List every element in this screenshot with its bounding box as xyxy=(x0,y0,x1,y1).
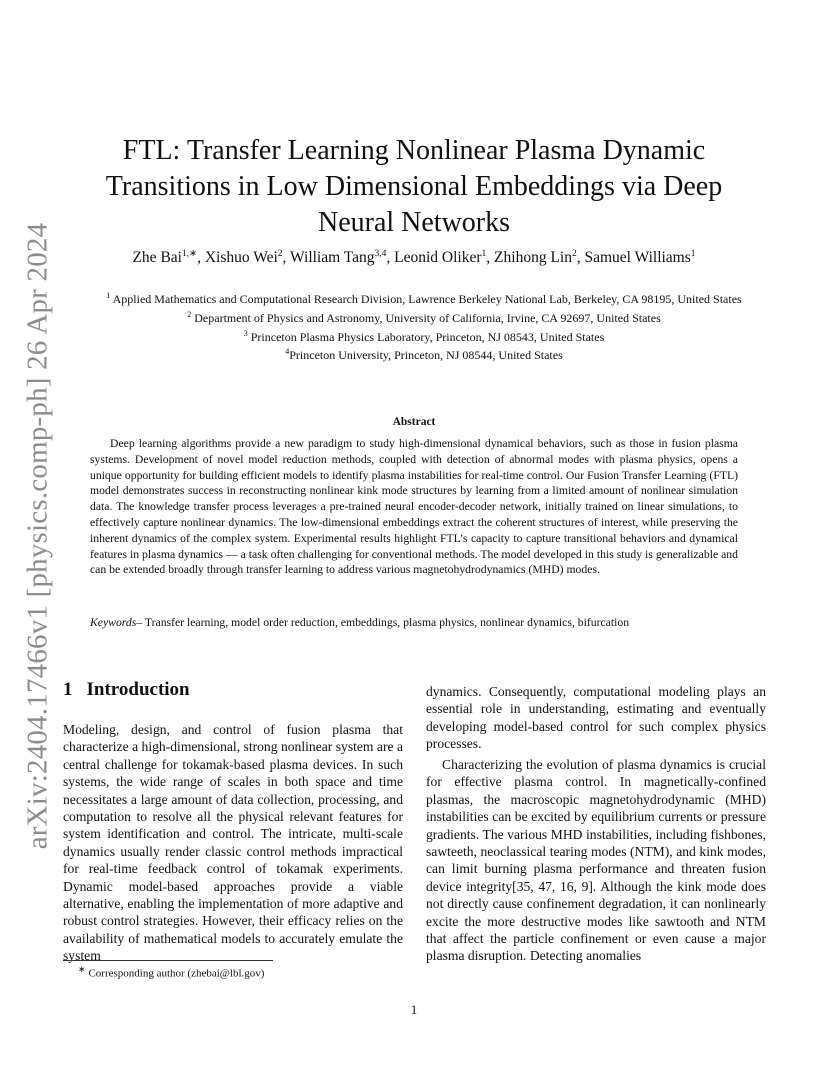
author-name: Zhihong Lin xyxy=(494,249,572,267)
page-number: 1 xyxy=(410,1002,418,1017)
author-separator: , xyxy=(282,249,290,267)
footnote-mark: ∗ xyxy=(78,964,86,974)
intro-paragraph-right: Characterizing the evolution of plasma dynamics is crucial for effective plasma control. In magnetically-confined plasmas, the macroscopic magnetohydrodynamic (MHD) instabilities can be excited by equilibrium currents or pressure gradients. The various MHD instabilities, including fishbones, sawteeth, neoclassical tearing modes (NTM), and kink modes, can limit burning plasma performance and threaten fusion device integrity[35, 47, 16, 9]. Although the kink mode does not directly cause confinement degradation, it can nonlinearly excite the more destructive modes like sawtooth and NTM that affect the particle confinement or even cause a major plasma disruption. Detecting anomalies xyxy=(426,757,766,964)
author-affiliation-mark: 1 xyxy=(481,249,487,259)
keywords-text: – Transfer learning, model order reduction, embeddings, plasma physics, nonlinear dynamics, bifurcation xyxy=(136,616,630,629)
affiliation-1 xyxy=(40,291,808,307)
author-affiliation-mark: 1 xyxy=(690,249,696,259)
title-line-2: Transitions in Low Dimensional Embeddings via Deep xyxy=(105,171,723,202)
affiliation-mark: 2 xyxy=(187,310,192,319)
paper-title xyxy=(70,133,758,241)
affiliation-2 xyxy=(40,310,808,326)
title-line-3: Neural Networks xyxy=(317,207,511,238)
author-name: Leonid Oliker xyxy=(394,249,482,267)
abstract-body: Deep learning algorithms provide a new paradigm to study high-dimensional dynamical behaviors, such as those in fusion plasma systems. Development of novel model reduction methods, coupled with detection of abnormal modes with plasma physics, opens a unique opportunity for building efficient models to identify plasma instabilities for real-time control. Our Fusion Transfer Learning (FTL) model demonstrates success in reconstructing nonlinear kink mode structures by learning from a limited amount of nonlinear simulation data. The knowledge transfer process leverages a pre-trained neural encoder-decoder network, initially trained on linear simulations, to effectively capture nonlinear dynamics. The low-dimensional embeddings extract the coherent structures of interest, while preserving the inherent dynamics of the complex system. Experimental results highlight FTL’s capacity to capture transitional behaviors and dynamical features in plasma dynamics — a task often challenging for conventional methods. The model developed in this study is generalizable and can be extended broadly through transfer learning to address various magnetohydrodynamics (MHD) modes. xyxy=(90,437,738,577)
affiliation-4 xyxy=(40,347,808,363)
author-separator: , xyxy=(576,249,585,267)
affiliation-text: Princeton Plasma Physics Laboratory, Princeton, NJ 08543, United States xyxy=(247,330,605,344)
author-separator: , xyxy=(386,249,395,267)
affiliation-mark: 4 xyxy=(285,347,290,356)
affiliation-3 xyxy=(40,329,808,345)
footnote-text: Corresponding author (zhebai@lbl.gov) xyxy=(85,967,265,980)
author-name: Zhe Bai xyxy=(132,249,182,267)
author-name: Samuel Williams xyxy=(584,249,691,267)
author-affiliation-mark: 2 xyxy=(277,249,283,259)
affiliation-text: Princeton University, Princeton, NJ 08544, United States xyxy=(289,348,563,362)
affiliation-text: Applied Mathematics and Computational Research Division, Lawrence Berkeley National Lab, Berkeley, CA 98195, United States xyxy=(110,292,742,306)
keywords-label: Keywords xyxy=(90,616,137,629)
affiliation-text: Department of Physics and Astronomy, University of California, Irvine, CA 92697, United States xyxy=(191,311,661,325)
keywords-line xyxy=(90,616,790,629)
section-heading xyxy=(63,679,190,701)
footnote-divider xyxy=(63,960,273,961)
abstract-heading: Abstract xyxy=(392,416,436,428)
footnote xyxy=(78,964,264,980)
author-separator: , xyxy=(486,249,495,267)
author-affiliation-mark: 2 xyxy=(571,249,577,259)
author-name: William Tang xyxy=(290,249,375,267)
section-title: Introduction xyxy=(86,679,190,700)
author-name: Xishuo Wei xyxy=(204,249,278,267)
section-number: 1 xyxy=(63,679,73,700)
title-line-1: FTL: Transfer Learning Nonlinear Plasma Dynamic xyxy=(122,135,706,166)
author-affiliation-mark: 1,∗ xyxy=(181,249,198,259)
author-list xyxy=(60,248,768,267)
affiliation-mark: 1 xyxy=(106,291,111,300)
arxiv-identifier-stamp: arXiv:2404.17466v1 [physics.comp-ph] 26 Apr 2024 xyxy=(21,222,54,850)
affiliation-mark: 3 xyxy=(243,329,248,338)
intro-paragraph-left: Modeling, design, and control of fusion plasma that characterize a high-dimensional, strong nonlinear system are a central challenge for tokamak-based plasma devices. In such systems, the wide range of scales in both space and time necessitates a large amount of data collection, processing, and computation to resolve all the physical relevant features for system identification and control. The intricate, multi-scale dynamics usually render classic control methods impractical for real-time feedback control of tokamak experiments. Dynamic model-based approaches provide a viable alternative, enabling the implementation of more adaptive and robust control strategies. However, their efficacy relies on the availability of mathematical models to accurately emulate the system xyxy=(63,722,403,964)
author-affiliation-mark: 3,4 xyxy=(374,249,387,259)
intro-paragraph-right-continued: dynamics. Consequently, computational modeling plays an essential role in understanding, estimating and eventually developing model-based control for such complex physics processes. xyxy=(426,684,766,752)
author-separator: , xyxy=(197,249,205,267)
